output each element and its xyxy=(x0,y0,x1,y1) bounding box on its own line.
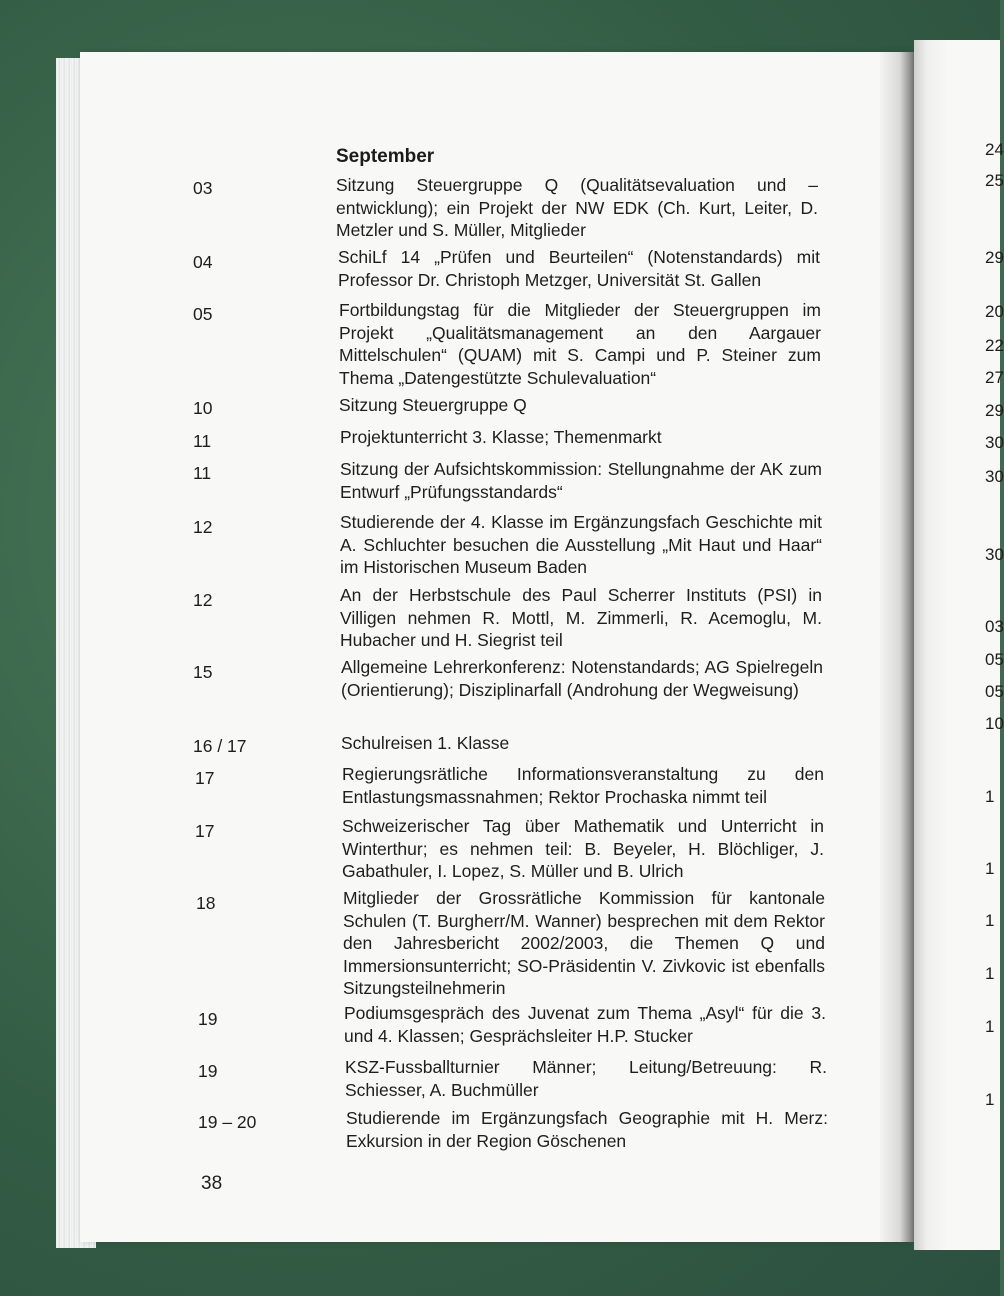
entry-text: Regierungsrätliche Informationsveranstaltung zu den Entlastungsmassnahmen; Rektor Prochaska nimmt teil xyxy=(342,764,824,807)
entry-date: 04 xyxy=(193,252,213,272)
entry-date: 19 – 20 xyxy=(198,1112,257,1132)
right-page-fragment: 05 xyxy=(985,650,1004,669)
entry-date: 11 xyxy=(193,431,212,451)
entry-date: 16 / 17 xyxy=(193,736,247,756)
entry-text: SchiLf 14 „Prüfen und Beurteilen“ (Notenstandards) mit Professor Dr. Christoph Metzger, Universität St. Gallen xyxy=(338,247,820,290)
entry-text: Fortbildungstag für die Mitglieder der Steuergruppen im Projekt „Qualitätsmanagement an den Aargauer Mittelschulen“ (QUAM) mit S. Campi und P. Steiner zum Thema „Datengestützte Schulevaluation“ xyxy=(339,300,821,388)
entry-text: Mitglieder der Grossrätliche Kommission für kantonale Schulen (T. Burgherr/M. Wanner) besprechen mit dem Rektor den Jahresbericht 2002/2003, die Themen Q und Immersionsunterricht; SO-Präsidentin V. Zivkovic ist ebenfalls Sitzungsteilnehmerin xyxy=(343,888,825,998)
right-page-fragment: 20 xyxy=(985,302,1004,321)
entry-date: 18 xyxy=(196,893,216,913)
book-gutter xyxy=(880,52,916,1242)
page-number: 38 xyxy=(201,1173,223,1194)
month-heading: September xyxy=(336,146,435,167)
entry-text: Podiumsgespräch des Juvenat zum Thema „Asyl“ für die 3. und 4. Klassen; Gesprächsleiter H.P. Stucker xyxy=(344,1003,826,1046)
right-page-fragment: 29 xyxy=(985,401,1004,420)
entry-date: 17 xyxy=(195,821,215,841)
right-page-fragment: 30 xyxy=(985,545,1004,564)
entry-date: 11 xyxy=(193,463,212,483)
right-page-fragment: 27 xyxy=(985,368,1004,387)
right-page-fragment: 1 xyxy=(985,1090,995,1109)
right-page-fragment: 30 xyxy=(985,467,1004,486)
right-page-fragment: 30 xyxy=(985,433,1004,452)
entry-text: Sitzung der Aufsichtskommission: Stellungnahme der AK zum Entwurf „Prüfungsstandards“ xyxy=(340,459,822,502)
entry-text: Schulreisen 1. Klasse xyxy=(341,733,510,753)
right-page-fragment: 1 xyxy=(985,1017,995,1036)
right-page-fragment: 24 xyxy=(985,140,1004,159)
right-page xyxy=(914,40,1004,1250)
right-page-fragment: 25 xyxy=(985,171,1004,190)
entry-text: Schweizerischer Tag über Mathematik und Unterricht in Winterthur; es nehmen teil: B. Beyeler, H. Blöchliger, J. Gabathuler, I. Lopez, S. Müller und B. Ulrich xyxy=(342,816,824,881)
right-page-fragment: 29 xyxy=(985,248,1004,267)
entry-date: 10 xyxy=(193,398,213,418)
entry-date: 19 xyxy=(198,1009,218,1029)
entry-date: 17 xyxy=(195,768,215,788)
right-page-fragment: 1 xyxy=(985,859,995,878)
entry-text: Projektunterricht 3. Klasse; Themenmarkt xyxy=(340,427,662,447)
entry-text: An der Herbstschule des Paul Scherrer Instituts (PSI) in Villigen nehmen R. Mottl, M. Zimmerli, R. Acemoglu, M. Hubacher und H. Siegrist teil xyxy=(340,585,822,650)
right-page-fragment: 1 xyxy=(985,964,995,983)
entry-text: Studierende im Ergänzungsfach Geographie mit H. Merz: Exkursion in der Region Göschenen xyxy=(346,1108,828,1151)
entry-text: Sitzung Steuergruppe Q xyxy=(339,395,527,415)
right-page-fragment: 05 xyxy=(985,682,1004,701)
entry-date: 12 xyxy=(193,517,213,537)
right-page-fragment: 03 xyxy=(985,617,1004,636)
right-page-fragment: 1 xyxy=(985,911,995,930)
entry-date: 03 xyxy=(193,178,213,198)
entry-date: 19 xyxy=(198,1061,218,1081)
entry-text: KSZ-Fussballturnier Männer; Leitung/Betreuung: R. Schiesser, A. Buchmüller xyxy=(345,1057,827,1100)
right-page-fragment: 1 xyxy=(985,787,995,806)
right-page-fragment: 10 xyxy=(985,714,1004,733)
entry-text: Studierende der 4. Klasse im Ergänzungsfach Geschichte mit A. Schluchter besuchen die Ausstellung „Mit Haut und Haar“ im Historischen Museum Baden xyxy=(340,512,822,577)
entry-date: 05 xyxy=(193,304,213,324)
entry-date: 12 xyxy=(193,590,213,610)
entry-date: 15 xyxy=(193,662,213,682)
entry-text: Allgemeine Lehrerkonferenz: Notenstandards; AG Spielregeln (Orientierung); Disziplinarfall (Androhung der Wegweisung) xyxy=(341,657,823,700)
entry-text: Sitzung Steuergruppe Q (Qualitätsevaluation und –entwicklung); ein Projekt der NW EDK (Ch. Kurt, Leiter, D. Metzler und S. Müller, Mitglieder xyxy=(336,175,818,240)
right-page-fragment: 22 xyxy=(985,336,1004,355)
